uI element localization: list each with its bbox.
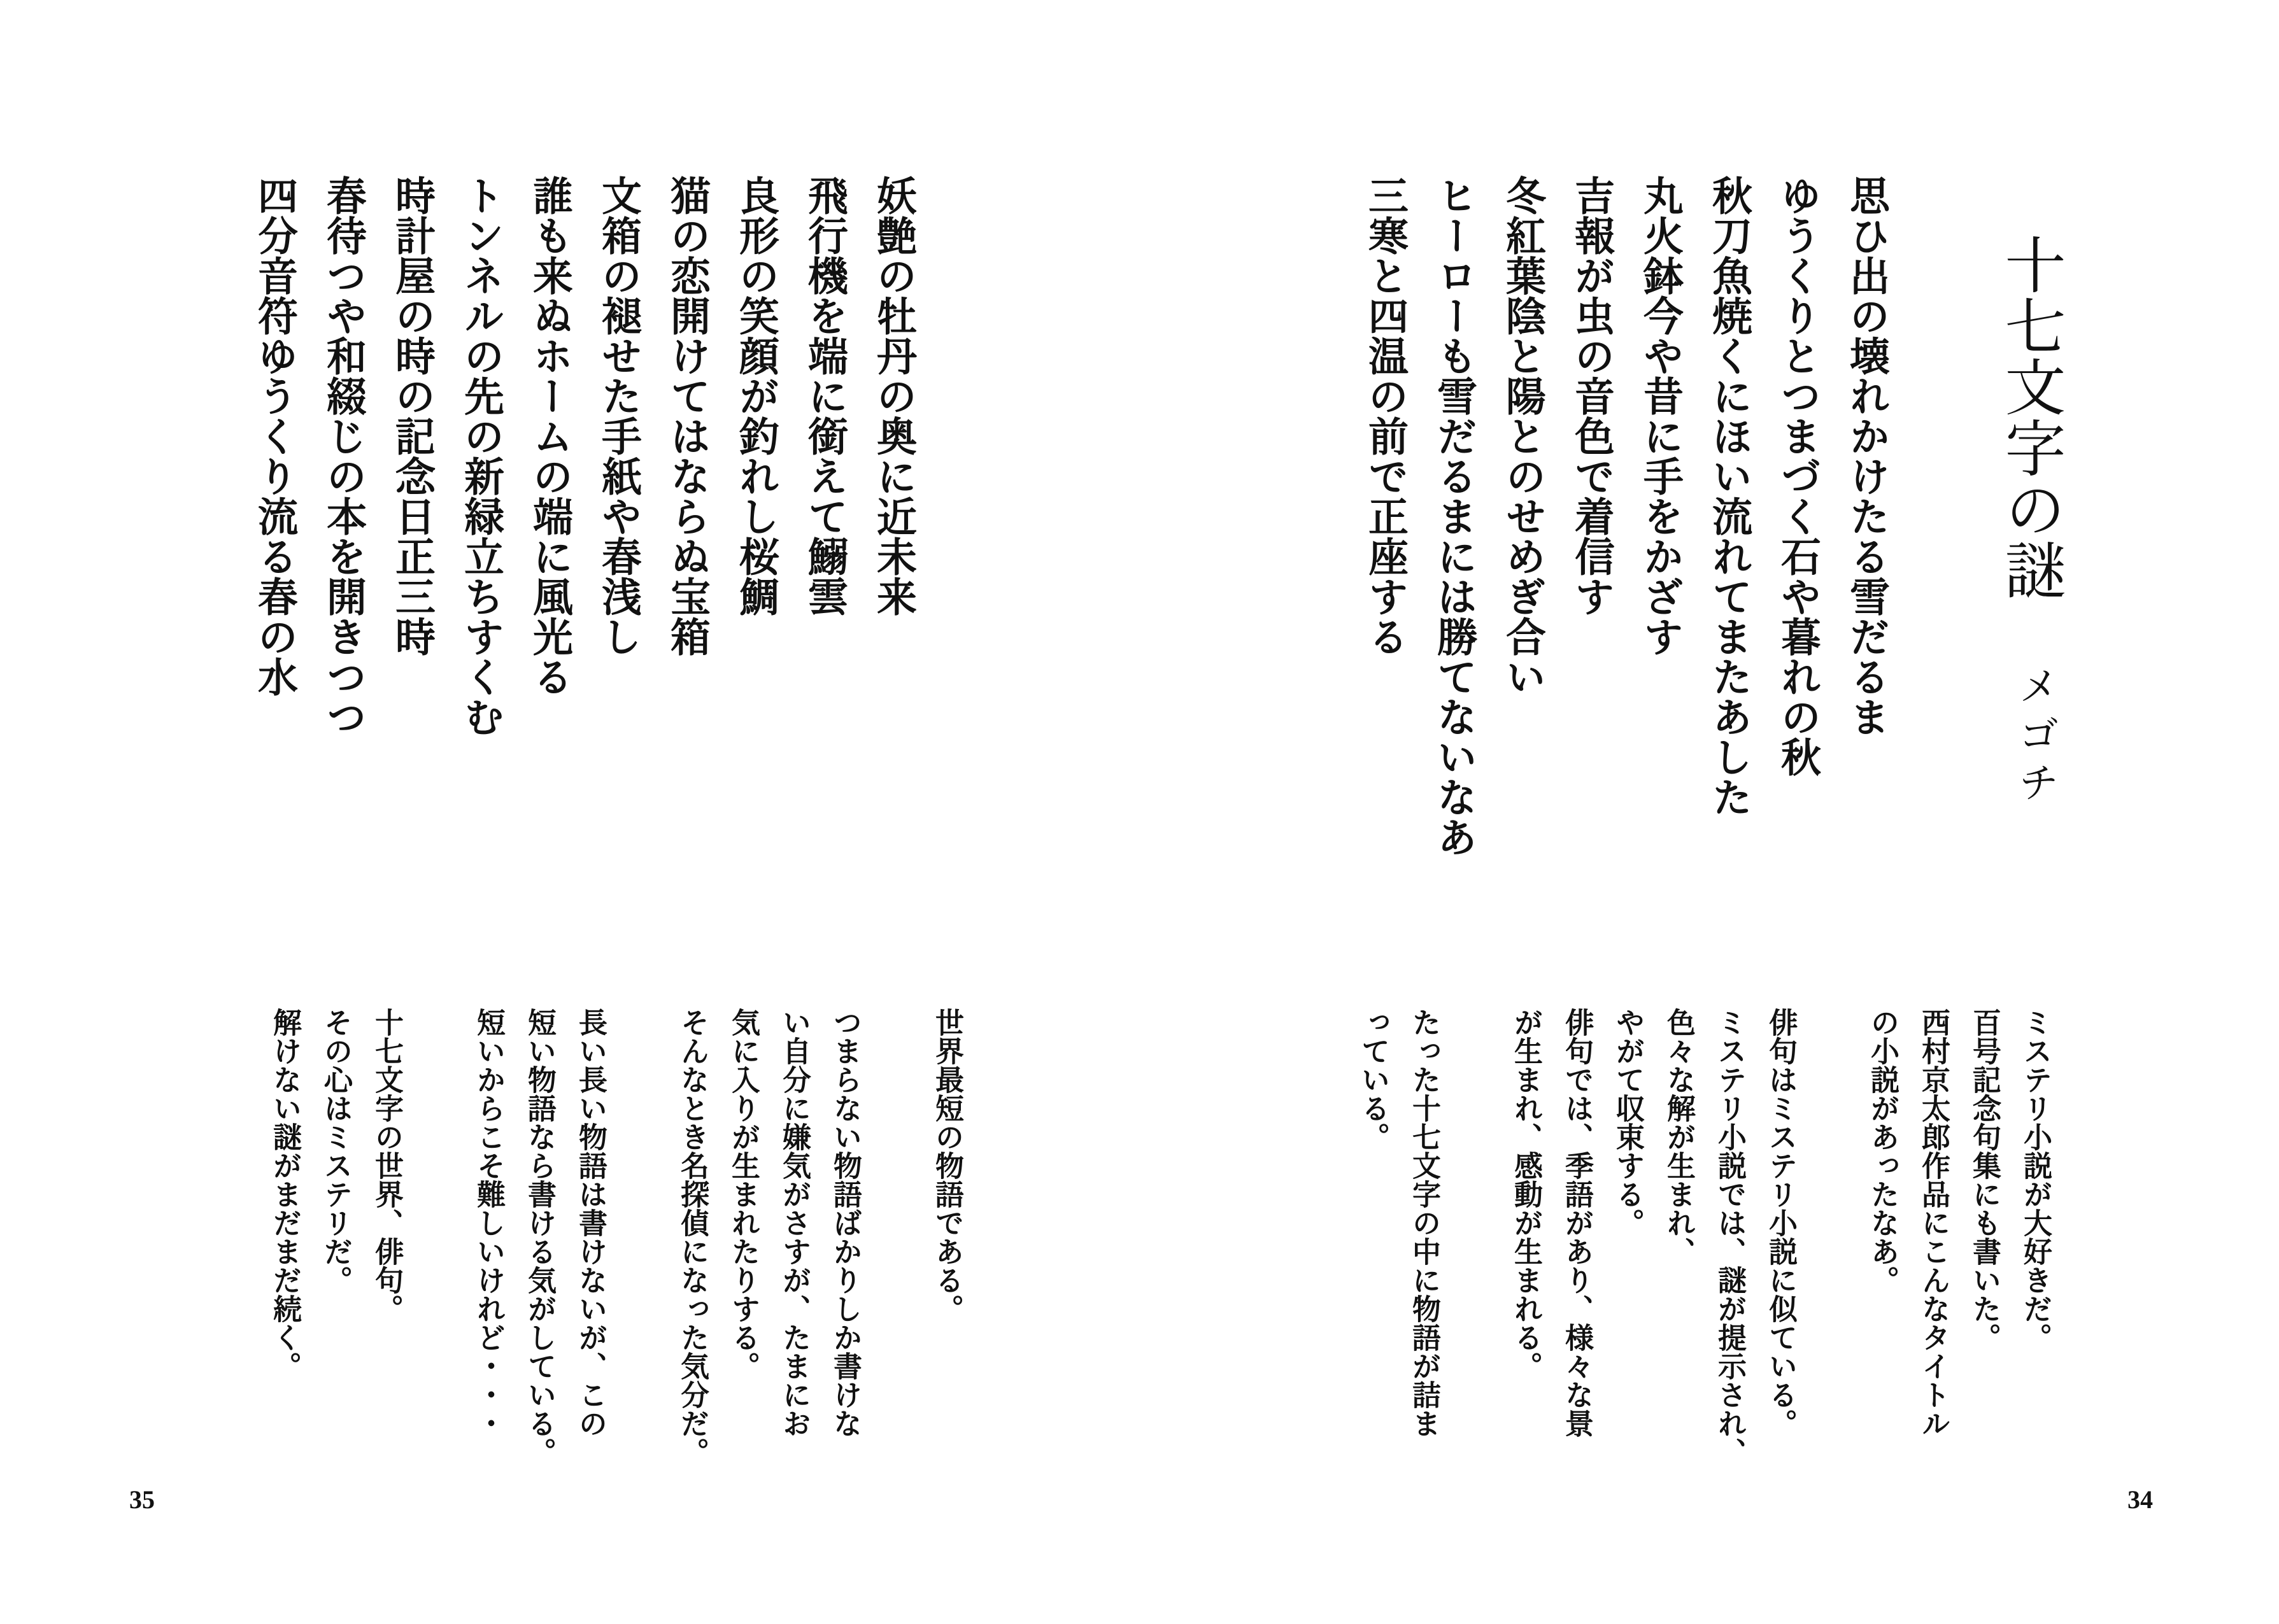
haiku-line: 春待つや和綴じの本を開きつつ	[320, 175, 367, 737]
essay-line: 気に入りが生まれたりする。	[727, 1008, 760, 1380]
essay-line: そんなとき名探偵になった気分だ。	[676, 1008, 709, 1466]
page-number: 34	[2127, 1485, 2153, 1514]
haiku-line: 飛行機を端に銜えて鰯雲	[802, 175, 849, 616]
author-name: メゴチ	[2012, 665, 2059, 810]
haiku-line: ゆうくりとつまづく石や暮れの秋	[1775, 175, 1822, 777]
haiku-line: 冬紅葉陰と陽とのせめぎ合い	[1500, 175, 1547, 696]
haiku-line: 妖艶の牡丹の奥に近未来	[870, 175, 918, 616]
haiku-line: 三寒と四温の前で正座する	[1362, 175, 1409, 656]
essay-line: が生まれ、感動が生まれる。	[1509, 1008, 1543, 1380]
essay-line: 十七文字の世界、俳句。	[370, 1008, 404, 1323]
essay-line: 解けない謎がまだまだ続く。	[268, 1008, 302, 1380]
essay-paragraph	[921, 1008, 972, 1549]
essay-line: っている。	[1356, 1008, 1390, 1151]
essay-line: の小説があったなあ。	[1866, 1008, 1899, 1294]
essay-line: やがて収束する。	[1611, 1008, 1645, 1237]
essay-line: 俳句では、季語があり、様々な景	[1560, 1008, 1594, 1437]
essay-paragraph	[259, 1008, 412, 1549]
haiku-line: 四分音符ゆうくり流る春の水	[252, 175, 299, 696]
essay-line: 短い物語なら書ける気がしている。	[523, 1008, 557, 1466]
haiku-list	[1351, 175, 1901, 907]
essay-paragraph	[1500, 1008, 1806, 1549]
essay-paragraph	[667, 1008, 870, 1549]
right-page	[1140, 0, 2279, 1624]
essay-line: つまらない物語ばかりしか書けな	[828, 1008, 862, 1437]
haiku-line: 吉報が虫の音色で着信す	[1568, 175, 1615, 616]
page-title: 十七文字の謎	[1995, 234, 2066, 600]
essay-paragraph	[463, 1008, 616, 1549]
haiku-line: 秋刀魚焼くにほい流れてまたあした	[1706, 175, 1753, 817]
essay-line: 長い長い物語は書けないが、この	[574, 1008, 607, 1437]
essay-line: 俳句はミステリ小説に似ている。	[1764, 1008, 1798, 1437]
haiku-line: 良形の笑顔が釣れし桜鯛	[733, 175, 780, 616]
haiku-line: ヒーローも雪だるまには勝てないなあ	[1431, 175, 1478, 857]
haiku-line: 思ひ出の壊れかけたる雪だるま	[1843, 175, 1891, 737]
haiku-list	[241, 175, 928, 907]
essay-line: たった十七文字の中に物語が詰ま	[1407, 1008, 1441, 1437]
haiku-line: 丸火鉢今や昔に手をかざす	[1637, 175, 1684, 656]
essay-line: ミステリ小説では、謎が提示され、	[1713, 1008, 1747, 1466]
essay-text	[1347, 1008, 2061, 1549]
essay-paragraph	[1347, 1008, 1449, 1549]
essay-text	[259, 1008, 972, 1549]
essay-line: 世界最短の物語である。	[930, 1008, 964, 1323]
essay-line: 色々な解が生まれ、	[1662, 1008, 1696, 1266]
haiku-line: 誰も来ぬホームの端に風光る	[527, 175, 574, 696]
essay-line: 百号記念句集にも書いた。	[1968, 1008, 2001, 1352]
essay-line: ミステリ小説が大好きだ。	[2019, 1008, 2052, 1352]
haiku-line: 文箱の褪せた手紙や春浅し	[595, 175, 643, 656]
haiku-line: トンネルの先の新緑立ちすくむ	[458, 175, 505, 737]
essay-line: い自分に嫌気がさすが、たまにお	[777, 1008, 811, 1437]
essay-line: 西村京太郎作品にこんなタイトル	[1917, 1008, 1950, 1437]
essay-line: その心はミステリだ。	[319, 1008, 353, 1294]
essay-line: 短いからこそ難しいけれど・・・	[472, 1008, 506, 1437]
essay-paragraph	[1857, 1008, 2061, 1549]
page-number: 35	[129, 1485, 155, 1514]
haiku-line: 時計屋の時の記念日正三時	[389, 175, 436, 656]
haiku-line: 猫の恋開けてはならぬ宝箱	[664, 175, 711, 656]
